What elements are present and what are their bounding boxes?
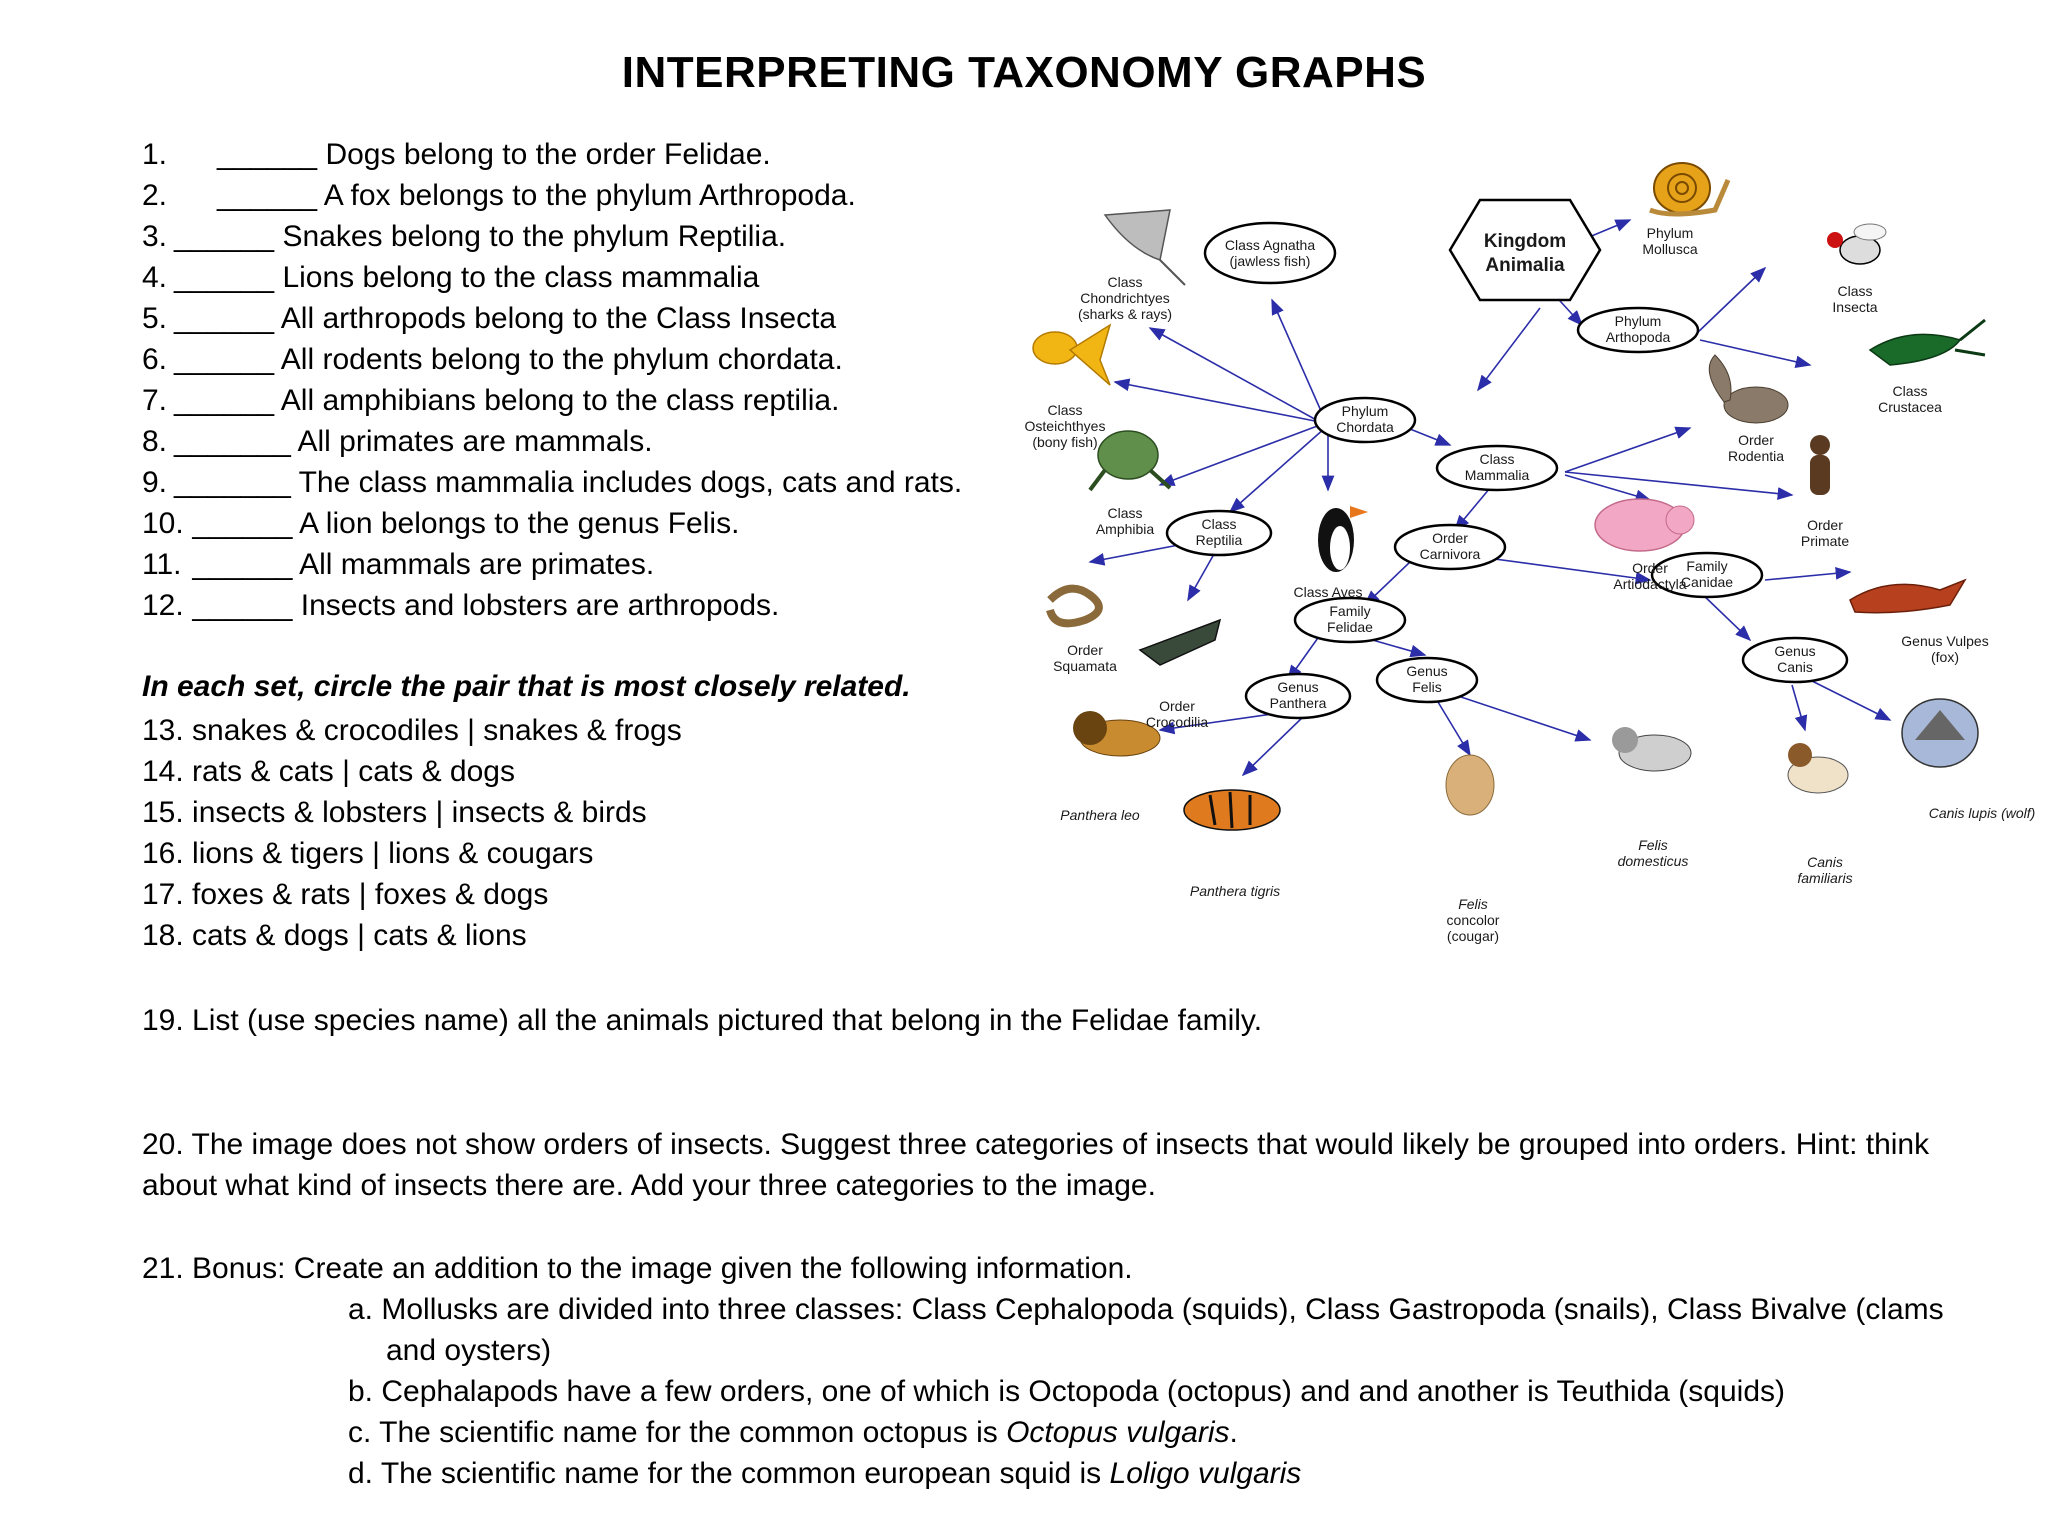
bonus-item-c-end: . (1229, 1416, 1238, 1449)
node-label: Phylum (1341, 403, 1389, 419)
question-12 (142, 585, 779, 626)
node-kingdom-animalia (1450, 200, 1600, 300)
node-label: Felidae (1327, 619, 1373, 635)
edge-canidae-canis (1700, 592, 1750, 640)
caption-chondrichthyes: Chondrichtyes (1080, 290, 1170, 306)
goldfish-icon (1033, 325, 1110, 385)
question-8 (142, 421, 653, 462)
question-21: 21. Bonus: Create an addition to the image given the following information. (142, 1252, 1133, 1285)
node-family-felidae (1295, 598, 1405, 642)
question-text: ______ Lions belong to the class mammalia (174, 261, 760, 294)
node-label: Genus (1277, 679, 1319, 695)
edge-mammalia-primate (1565, 472, 1792, 495)
question-11 (142, 544, 654, 585)
fly-icon (1827, 224, 1886, 264)
question-text: ______ A lion belongs to the genus Felis. (184, 507, 740, 540)
cougar-cub-icon (1446, 755, 1494, 815)
bonus-item-d (348, 1453, 1301, 1494)
node-genus-canis (1743, 638, 1847, 682)
caption-vulpes: (fox) (1931, 649, 1959, 665)
edge-felis-domesticus (1455, 695, 1590, 740)
question-1 (142, 134, 771, 175)
node-label: Felis (1412, 679, 1442, 695)
edge-canis-familiaris (1792, 685, 1805, 730)
kingdom-label-1: Kingdom (1483, 231, 1567, 252)
node-genus-felis (1377, 658, 1477, 702)
node-genus-panthera (1246, 674, 1350, 718)
caption-crocodilia: Crocodilia (1145, 714, 1209, 730)
edge-arthropoda-insecta (1695, 268, 1765, 335)
diagram-captions (1025, 225, 2036, 944)
squirrel-icon (1709, 355, 1788, 423)
node-label: Genus (1774, 643, 1816, 659)
caption-insecta: Class (1837, 283, 1873, 299)
edge-canidae-vulpes (1765, 572, 1850, 580)
dog-icon (1788, 743, 1848, 793)
node-phylum-chordata (1315, 398, 1415, 442)
edge-mammalia-carnivora (1455, 488, 1490, 530)
node-label: Phylum (1614, 313, 1662, 329)
caption-amphibia: Class (1107, 505, 1143, 521)
question-text: ______ All arthropods belong to the Class Insecta (174, 302, 837, 335)
caption-crocodilia: Order (1159, 698, 1195, 714)
question-text: ______ Insects and lobsters are arthropods. (184, 589, 780, 622)
question-text: ______ All rodents belong to the phylum chordata. (174, 343, 843, 376)
caption-artiodactyla: Artiodactyla (1613, 576, 1687, 592)
question-number: 1. (142, 138, 168, 171)
node-label: Class Agnatha (1224, 237, 1316, 253)
question-20: 20. The image does not show orders of insects. Suggest three categories of insects that would likely be grouped into orders. Hint: think about what kind of insects there are. Add your three categories to the image. (142, 1128, 1930, 1202)
caption-vulpes: Genus Vulpes (1901, 633, 1989, 649)
cat-icon (1612, 727, 1691, 771)
kingdom-label-2: Animalia (1485, 255, 1565, 276)
node-class-agnatha (1205, 223, 1335, 283)
lobster-icon (1870, 320, 1985, 365)
squid-scientific-name: Loligo vulgaris (1109, 1457, 1302, 1490)
question-number: 2. (142, 179, 168, 212)
question-3 (142, 216, 786, 257)
question-text: ______ Dogs belong to the order Felidae. (192, 138, 771, 171)
question-number: 3. (142, 220, 168, 253)
question-19: 19. List (use species name) all the animals pictured that belong in the Felidae family. (142, 1004, 1263, 1037)
instruction-heading: In each set, circle the pair that is most closely related. (142, 670, 911, 703)
caption-felis-concolor: Felis (1458, 896, 1488, 912)
pig-icon (1595, 499, 1694, 551)
caption-felis-domesticus: Felis (1638, 837, 1668, 853)
caption-canis-familiaris: Canis (1807, 854, 1843, 870)
taxonomy-diagram (1010, 150, 2048, 950)
pair-13: 13. snakes & crocodiles | snakes & frogs (142, 714, 682, 747)
question-7 (142, 380, 839, 421)
node-label: Canis (1777, 659, 1813, 675)
node-label: Arthopoda (1605, 329, 1671, 345)
node-label: Canidae (1680, 574, 1734, 590)
edge-chordata-agnatha (1272, 300, 1325, 420)
question-text: ______ Snakes belong to the phylum Reptilia. (174, 220, 787, 253)
caption-felis-domesticus: domesticus (1617, 853, 1689, 869)
pair-18: 18. cats & dogs | cats & lions (142, 919, 527, 952)
edge-chordata-osteichthyes (1115, 382, 1320, 422)
question-text: ______ All amphibians belong to the class reptilia. (174, 384, 840, 417)
question-text: _______ The class mammalia includes dogs, cats and rats. (174, 466, 963, 499)
caption-canis-lupus: Canis lupis (wolf) (1928, 805, 2036, 821)
node-class-reptilia (1167, 511, 1271, 555)
node-label: Family (1686, 558, 1728, 574)
question-text: _______ All primates are mammals. (174, 425, 653, 458)
node-label: (jawless fish) (1229, 253, 1311, 269)
question-5 (142, 298, 836, 339)
question-4 (142, 257, 759, 298)
edge-panthera-tigris (1243, 715, 1305, 775)
caption-canis-familiaris: familiaris (1797, 870, 1853, 886)
caption-osteichthyes: Osteichthyes (1024, 418, 1106, 434)
node-order-carnivora (1395, 525, 1505, 569)
wolf-icon (1902, 699, 1978, 767)
snake-icon (1050, 589, 1099, 624)
question-number: 11. (142, 548, 182, 581)
caption-primate: Primate (1800, 533, 1850, 549)
caption-crustacea: Crustacea (1878, 399, 1942, 415)
caption-squamata: Order (1067, 642, 1103, 658)
question-number: 12. (142, 589, 184, 622)
caption-squamata: Squamata (1053, 658, 1117, 674)
caption-artiodactyla: Order (1632, 560, 1668, 576)
question-number: 6. (142, 343, 168, 376)
question-6 (142, 339, 843, 380)
question-9 (142, 462, 962, 503)
node-label: Carnivora (1419, 546, 1481, 562)
node-label: Class (1479, 451, 1515, 467)
node-label: Reptilia (1195, 532, 1243, 548)
pair-17: 17. foxes & rats | foxes & dogs (142, 878, 549, 911)
tiger-icon (1184, 790, 1280, 830)
fox-icon (1850, 580, 1965, 613)
caption-rodentia: Rodentia (1727, 448, 1785, 464)
caption-felis-concolor: (cougar) (1446, 928, 1500, 944)
caption-panthera-leo: Panthera leo (1060, 807, 1140, 823)
bonus-item-b: b. Cephalapods have a few orders, one of which is Octopoda (octopus) and and another is Teuthida (squids) (348, 1375, 1785, 1408)
node-class-mammalia (1437, 446, 1557, 490)
diagram-edges (1090, 220, 1890, 775)
question-text: ______ All mammals are primates. (184, 548, 655, 581)
snail-icon (1650, 163, 1728, 214)
edge-chordata-chondrichthyes (1150, 328, 1320, 422)
octopus-scientific-name: Octopus vulgaris (1006, 1416, 1230, 1449)
caption-insecta: Insecta (1832, 299, 1878, 315)
node-label: Mammalia (1464, 467, 1530, 483)
crocodile-icon (1140, 620, 1220, 665)
node-label: Family (1329, 603, 1371, 619)
monkey-icon (1810, 435, 1830, 495)
node-label: Chordata (1336, 419, 1394, 435)
caption-osteichthyes: Class (1047, 402, 1083, 418)
bonus-item-c-text: c. The scientific name for the common octopus is (348, 1416, 1007, 1449)
question-number: 9. (142, 466, 168, 499)
question-number: 7. (142, 384, 168, 417)
question-10 (142, 503, 739, 544)
caption-mollusca: Phylum (1646, 225, 1694, 241)
bonus-item-d-text: d. The scientific name for the common european squid is (348, 1457, 1110, 1490)
question-number: 10. (142, 507, 184, 540)
edge-canis-lupus (1810, 680, 1890, 720)
caption-mollusca: Mollusca (1642, 241, 1698, 257)
question-number: 5. (142, 302, 168, 335)
caption-osteichthyes: (bony fish) (1032, 434, 1098, 450)
frog-icon (1090, 431, 1170, 490)
node-label: Genus (1406, 663, 1448, 679)
node-label: Class (1201, 516, 1237, 532)
node-label: Order (1432, 530, 1468, 546)
caption-chondrichthyes: Class (1107, 274, 1143, 290)
caption-amphibia: Amphibia (1095, 521, 1155, 537)
caption-panthera-tigris: Panthera tigris (1189, 883, 1281, 899)
bonus-item-a: a. Mollusks are divided into three classes: Class Cephalopoda (squids), Class Gastropoda (snails), Class Bivalve (clams (348, 1293, 1944, 1326)
caption-crustacea: Class (1892, 383, 1928, 399)
edge-felis-concolor (1438, 702, 1470, 755)
caption-felis-concolor: concolor (1446, 912, 1500, 928)
pair-14: 14. rats & cats | cats & dogs (142, 755, 515, 788)
node-label: Panthera (1269, 695, 1327, 711)
edge-chordata-amphibia (1160, 425, 1320, 485)
question-number: 8. (142, 425, 168, 458)
question-2 (142, 175, 856, 216)
bonus-item-c (348, 1412, 1238, 1453)
question-text: ______ A fox belongs to the phylum Arthropoda. (192, 179, 856, 212)
pair-15: 15. insects & lobsters | insects & birds (142, 796, 647, 829)
caption-chondrichthyes: (sharks & rays) (1077, 306, 1173, 322)
caption-rodentia: Order (1738, 432, 1774, 448)
bonus-item-a-continued: and oysters) (386, 1334, 552, 1367)
edge-mammalia-rodentia (1565, 428, 1690, 472)
page-title: INTERPRETING TAXONOMY GRAPHS (621, 48, 1427, 97)
puffin-icon (1318, 506, 1368, 572)
pair-16: 16. lions & tigers | lions & cougars (142, 837, 594, 870)
node-phylum-arthropoda (1578, 308, 1698, 352)
question-number: 4. (142, 261, 168, 294)
caption-primate: Order (1807, 517, 1843, 533)
caption-aves: Class Aves (1293, 584, 1363, 600)
edge-kingdom-chordata (1478, 308, 1540, 390)
